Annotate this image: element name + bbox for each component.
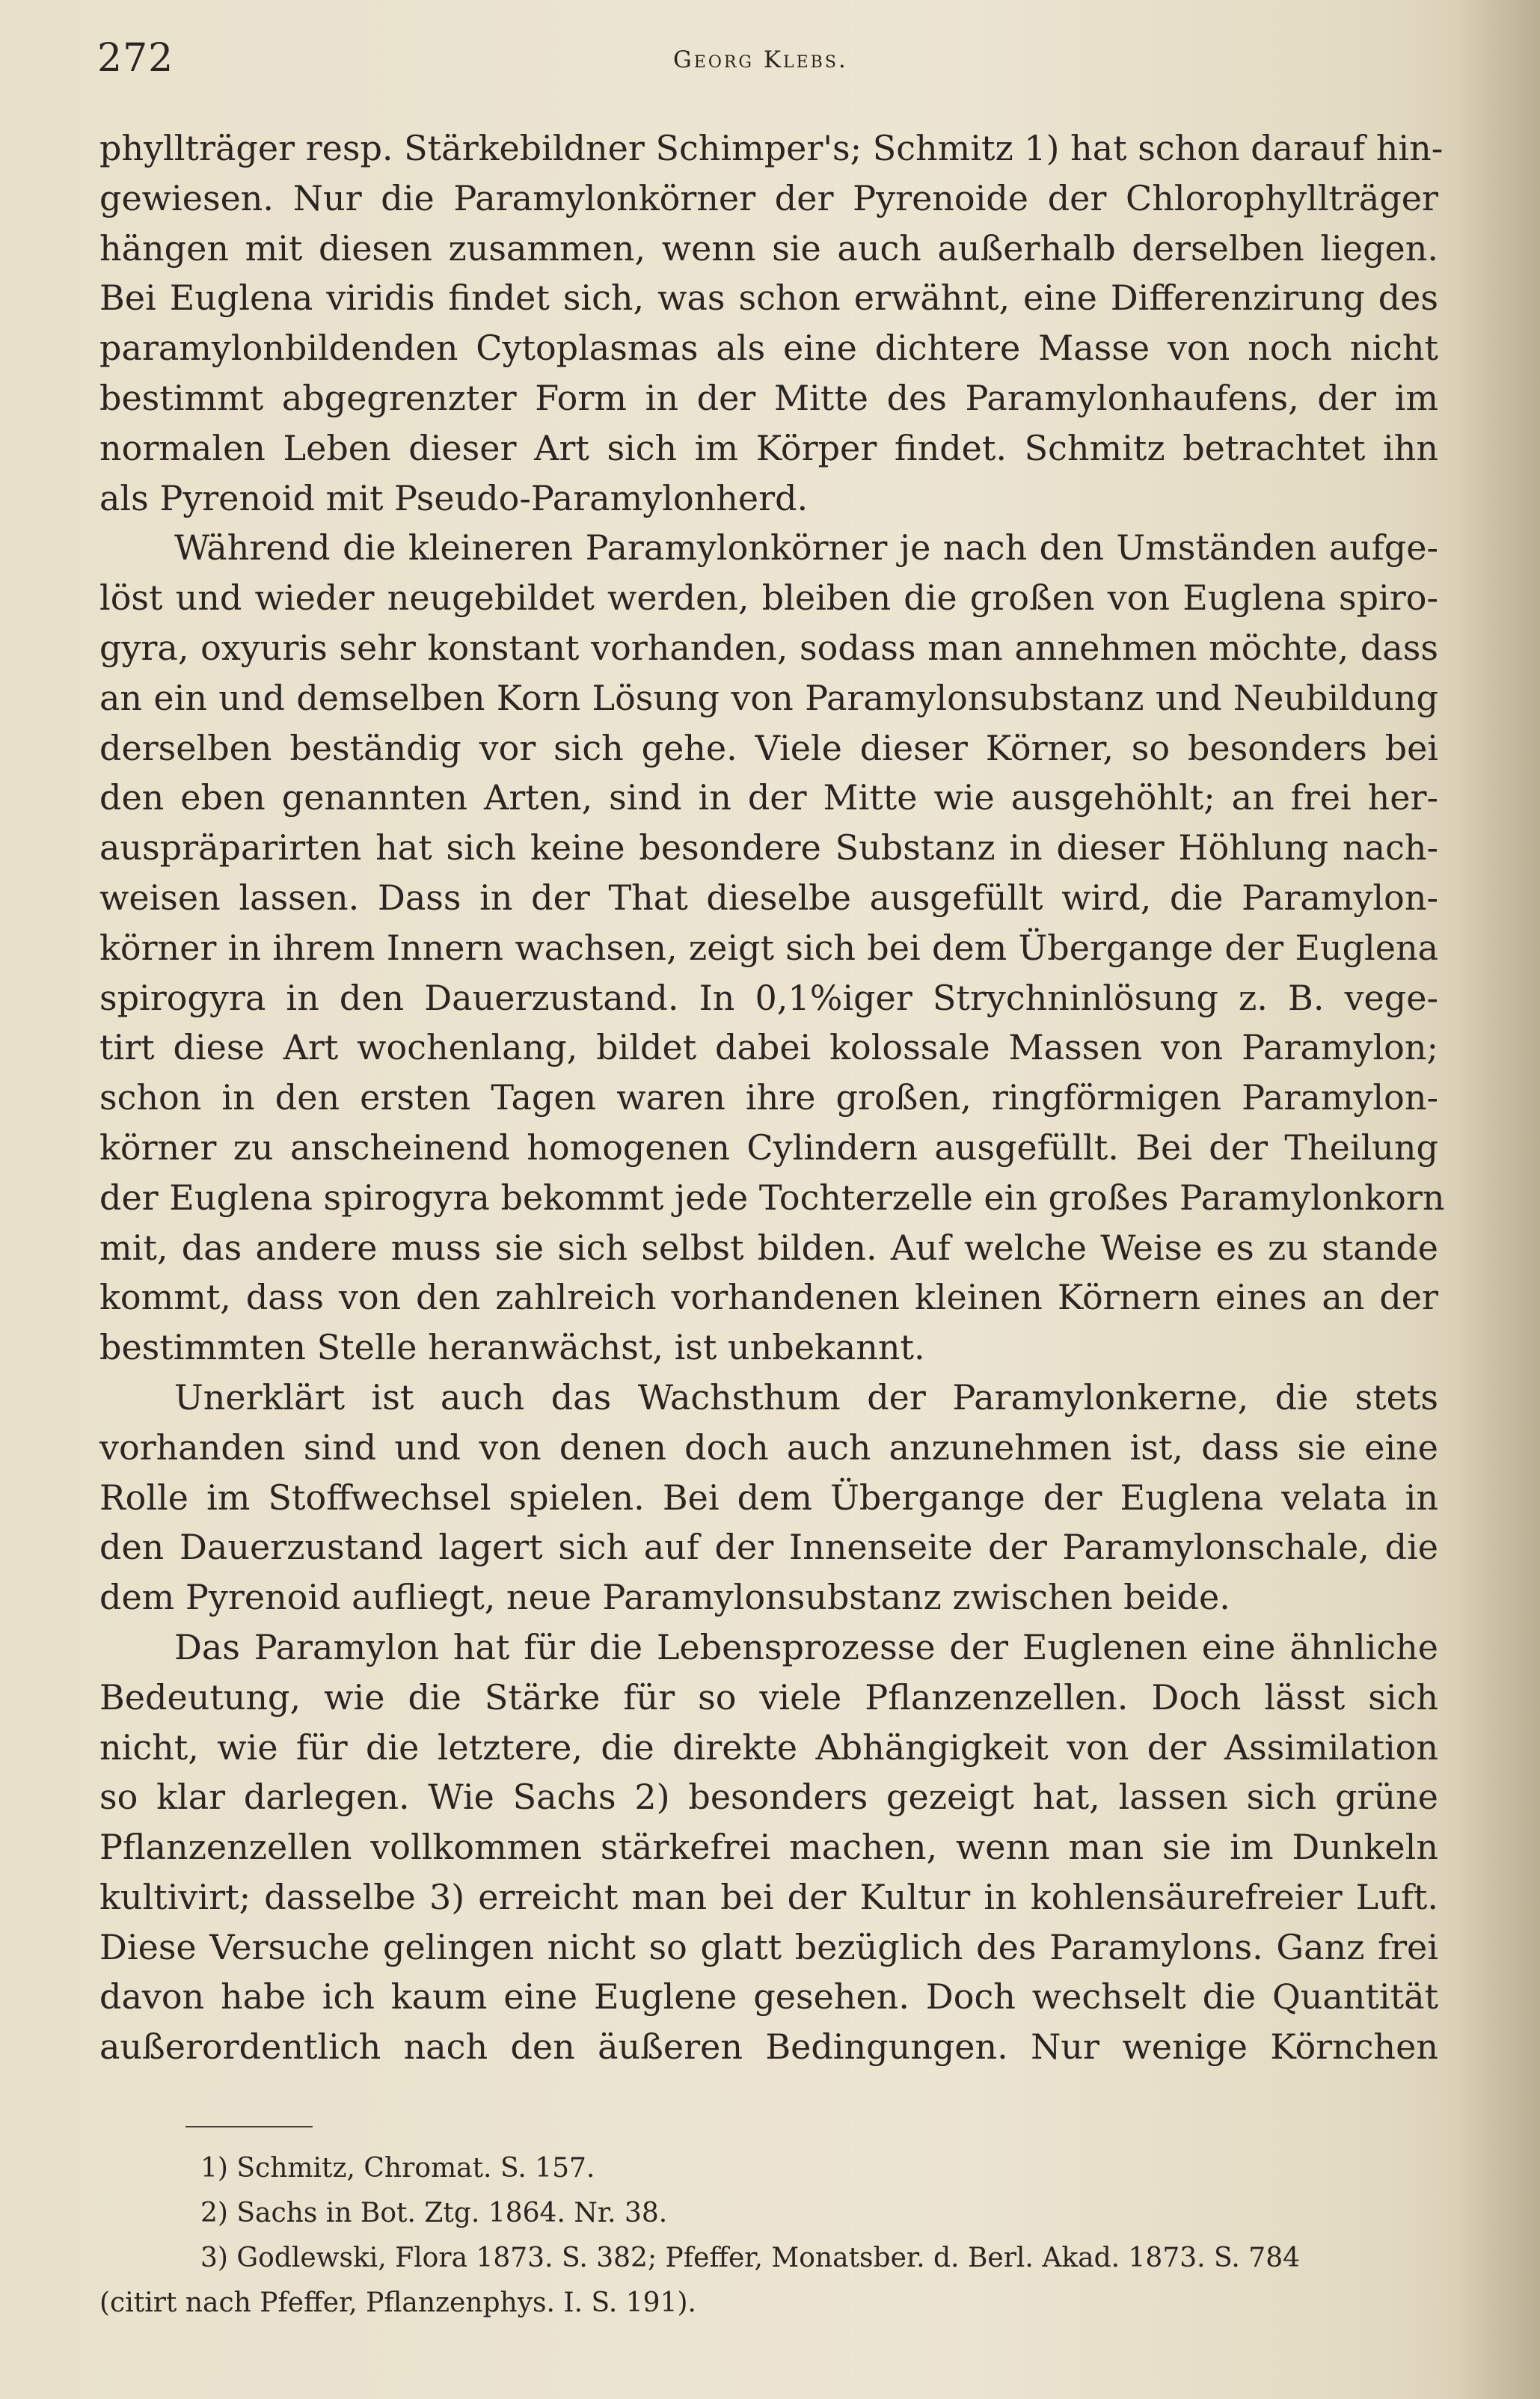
text-line: nicht, wie für die letztere, die direkte Abhängigkeit von der Assimilation: [99, 1727, 1438, 1768]
text-line: Das Paramylon hat für die Lebensprozesse der Euglenen eine ähnliche: [174, 1626, 1438, 1667]
text-line: kommt, dass von den zahlreich vorhandenen kleinen Körnern eines an der: [99, 1277, 1438, 1318]
body-text: [99, 123, 1445, 2072]
text-line: der Euglena spirogyra bekommt jede Tochterzelle ein großes Paramylonkorn: [99, 1177, 1445, 1218]
footnote-continuation: (citirt nach Pfeffer, Pflanzenphys. I. S. 191).: [99, 2288, 696, 2318]
page-header: [97, 36, 1451, 96]
text-line: paramylonbildenden Cytoplasmas als eine dichtere Masse von noch nicht: [99, 328, 1438, 369]
text-line: mit, das andere muss sie sich selbst bilden. Auf welche Weise es zu stande: [99, 1227, 1438, 1268]
text-line: Pflanzenzellen vollkommen stärkefrei machen, wenn man sie im Dunkeln: [99, 1827, 1438, 1868]
text-line: vorhanden sind und von denen doch auch anzunehmen ist, dass sie eine: [99, 1427, 1438, 1468]
text-line: so klar darlegen. Wie Sachs 2) besonders gezeigt hat, lassen sich grüne: [99, 1777, 1438, 1818]
footnote: 3) Godlewski, Flora 1873. S. 382; Pfeffer, Monatsber. d. Berl. Akad. 1873. S. 784: [200, 2243, 1301, 2273]
text-line: gyra, oxyuris sehr konstant vorhanden, sodass man annehmen möchte, dass: [99, 627, 1438, 668]
text-line: tirt diese Art wochenlang, bildet dabei kolossale Massen von Paramylon;: [99, 1027, 1438, 1068]
text-line: kultivirt; dasselbe 3) erreicht man bei der Kultur in kohlensäurefreier Luft.: [99, 1876, 1438, 1917]
text-line: körner in ihrem Innern wachsen, zeigt sich bei dem Übergange der Euglena: [99, 927, 1438, 968]
text-line: Unerklärt ist auch das Wachsthum der Paramylonkerne, die stets: [174, 1376, 1438, 1418]
text-line: derselben beständig vor sich gehe. Viele dieser Körner, so besonders bei: [99, 727, 1438, 768]
text-line: auspräparirten hat sich keine besondere Substanz in dieser Höhlung nach-: [99, 827, 1438, 868]
text-line: an ein und demselben Korn Lösung von Paramylonsubstanz und Neubildung: [99, 677, 1438, 718]
page-gutter-shadow: [1458, 0, 1540, 2399]
text-line: den Dauerzustand lagert sich auf der Innenseite der Paramylonschale, die: [99, 1527, 1438, 1568]
text-line: löst und wieder neugebildet werden, bleiben die großen von Euglena spiro-: [99, 577, 1438, 619]
text-line: davon habe ich kaum eine Euglene gesehen. Doch wechselt die Quantität: [99, 1976, 1438, 2017]
text-line: als Pyrenoid mit Pseudo-Paramylonherd.: [99, 477, 809, 518]
text-line: schon in den ersten Tagen waren ihre großen, ringförmigen Paramylon-: [99, 1077, 1438, 1118]
text-line: gewiesen. Nur die Paramylonkörner der Pyrenoide der Chlorophyllträger: [99, 177, 1438, 218]
footnote-divider: [185, 2126, 313, 2127]
text-line: Während die kleineren Paramylonkörner je nach den Umständen aufge-: [174, 527, 1438, 569]
text-line: Bedeutung, wie die Stärke für so viele Pflanzenzellen. Doch lässt sich: [99, 1676, 1438, 1718]
text-line: Rolle im Stoffwechsel spielen. Bei dem Übergange der Euglena velata in: [99, 1477, 1438, 1518]
text-line: bestimmten Stelle heranwächst, ist unbekannt.: [99, 1327, 925, 1368]
text-line: bestimmt abgegrenzter Form in der Mitte des Paramylonhaufens, der im: [99, 377, 1438, 418]
footnotes: [99, 2146, 1438, 2326]
text-line: phyllträger resp. Stärkebildner Schimper's; Schmitz 1) hat schon darauf hin-: [99, 128, 1444, 168]
footnote: 1) Schmitz, Chromat. S. 157.: [200, 2153, 595, 2184]
page-number: 272: [97, 36, 174, 81]
text-line: den eben genannten Arten, sind in der Mitte wie ausgehöhlt; an frei her-: [99, 777, 1438, 818]
text-line: dem Pyrenoid aufliegt, neue Paramylonsubstanz zwischen beide.: [99, 1577, 1230, 1618]
text-line: Diese Versuche gelingen nicht so glatt bezüglich des Paramylons. Ganz frei: [99, 1926, 1438, 1967]
text-line: spirogyra in den Dauerzustand. In 0,1%iger Strychninlösung z. B. vege-: [99, 977, 1438, 1018]
text-line: normalen Leben dieser Art sich im Körper findet. Schmitz betrachtet ihn: [99, 427, 1438, 468]
running-head: Georg Klebs.: [673, 46, 848, 73]
footnote: 2) Sachs in Bot. Ztg. 1864. Nr. 38.: [200, 2198, 668, 2228]
text-line: hängen mit diesen zusammen, wenn sie auch außerhalb derselben liegen.: [99, 227, 1438, 269]
text-line: Bei Euglena viridis findet sich, was schon erwähnt, eine Differenzirung des: [99, 278, 1438, 319]
text-line: weisen lassen. Dass in der That dieselbe ausgefüllt wird, die Paramylon-: [99, 877, 1438, 918]
text-line: außerordentlich nach den äußeren Bedingungen. Nur wenige Körnchen: [99, 2026, 1438, 2068]
text-line: körner zu anscheinend homogenen Cylindern ausgefüllt. Bei der Theilung: [99, 1127, 1438, 1168]
